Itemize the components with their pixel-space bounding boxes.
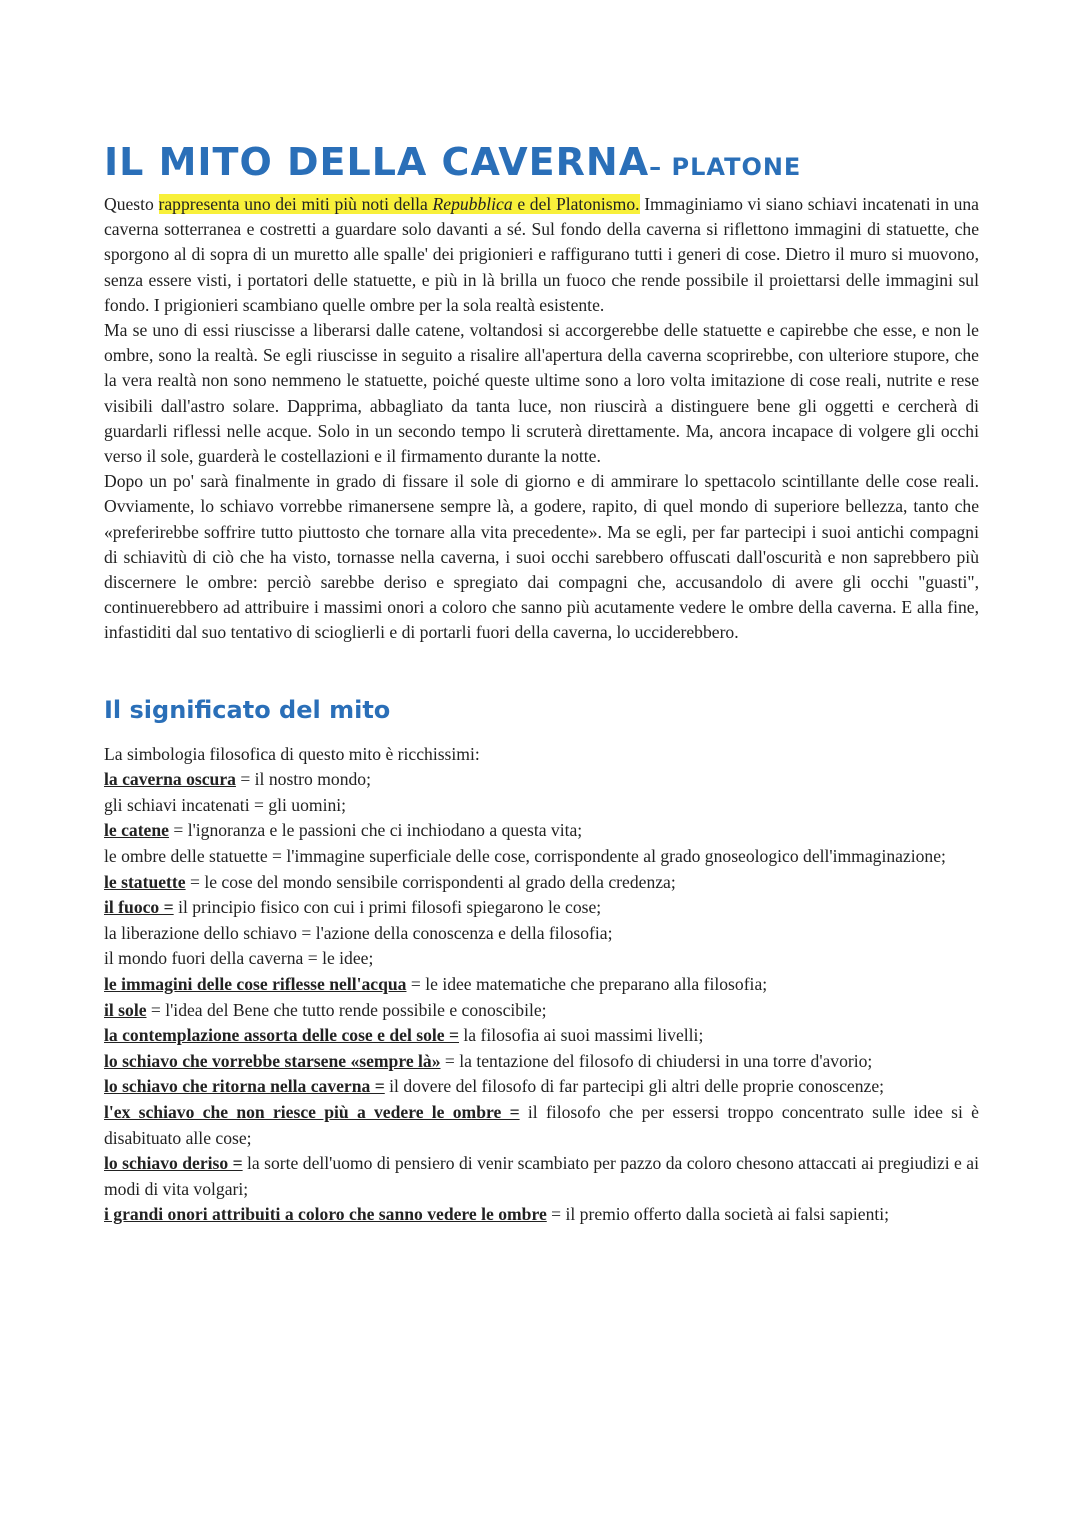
title-main: IL MITO DELLA CAVERNA <box>104 140 650 184</box>
intro-paragraph-2: Ma se uno di essi riuscisse a liberarsi dalle catene, voltandosi si accorgerebbe delle statuette e capirebbe che esse, e non le ombre, sono la realtà. Se egli riuscisse in seguito a risalire all'apertura della caverna scoprirebbe, con ulteriore stupore, che la vera realtà non sono nemmeno le statuette, poiché queste ultime sono a loro volta imitazione di cose reali, nutrite e rese visibili dall'astro solare. Dapprima, abbagliato da tanta luce, non riuscirà a distinguere bene gli oggetti e cercherà di guardarli riflessi nelle acque. Solo in un secondo tempo li scruterà direttamente. Ma, ancora incapace di volgere gli occhi verso il sole, guarderà le costellazioni e il firmamento durante la notte. <box>104 320 979 467</box>
symbol-item <box>104 793 979 819</box>
symbol-definition: le cose del mondo sensibile corrispondenti al grado della credenza; <box>204 871 676 892</box>
symbol-item <box>104 972 979 998</box>
symbol-definition: il filosofo che per essersi troppo concentrato sulle idee si è disabituato alle cose; <box>104 1101 979 1148</box>
symbol-separator: = <box>546 1204 566 1225</box>
symbol-term: le ombre delle statuette <box>104 846 268 867</box>
symbol-list <box>104 767 979 1228</box>
symbol-definition: l'immagine superficiale delle cose, corrispondente al grado gnoseologico dell'immaginazione; <box>286 846 946 867</box>
symbol-item <box>104 767 979 793</box>
symbol-item <box>104 921 979 947</box>
symbol-term: il sole <box>104 999 147 1020</box>
symbol-item <box>104 946 979 972</box>
symbol-definition: l'idea del Bene che tutto rende possibile e conoscibile; <box>165 999 547 1020</box>
symbol-separator: = <box>406 974 426 994</box>
symbol-separator: = <box>296 922 316 943</box>
symbol-term: l'ex schiavo che non riesce più a vedere le ombre = <box>104 1101 520 1122</box>
symbol-definition: la tentazione del filosofo di chiudersi in una torre d'avorio; <box>459 1050 873 1071</box>
symbol-separator: = <box>146 999 166 1020</box>
symbol-definition: l'ignoranza e le passioni che ci inchiodano a questa vita; <box>187 820 583 841</box>
title-sub: – PLATONE <box>649 153 802 181</box>
main-title <box>104 140 979 192</box>
symbol-separator: = <box>303 948 323 969</box>
symbol-term: la liberazione dello schiavo <box>104 922 297 943</box>
document-page <box>104 140 979 1228</box>
symbol-item <box>104 1151 979 1202</box>
symbol-definition: il principio fisico con cui i primi filosofi spiegarono le cose; <box>178 897 602 918</box>
symbol-item <box>104 1100 979 1151</box>
symbol-definition: il premio offerto dalla società ai falsi sapienti; <box>565 1204 890 1225</box>
symbol-term: la caverna oscura <box>104 769 236 790</box>
intro-paragraph-1 <box>104 192 979 318</box>
symbol-term: il mondo fuori della caverna <box>104 948 304 969</box>
symbol-term: gli schiavi incatenati <box>104 794 250 815</box>
section-heading: Il significato del mito <box>104 695 391 724</box>
symbol-term: il fuoco = <box>104 897 174 918</box>
symbol-definition: la sorte dell'uomo di pensiero di venir scambiato per pazzo da coloro chesono attaccati ai pregiudizi e ai modi di vita volgari; <box>104 1153 979 1199</box>
symbol-definition: il dovere del filosofo di far partecipi gli altri delle proprie conoscenze; <box>389 1076 885 1097</box>
symbol-term: i grandi onori attribuiti a coloro che sanno vedere le ombre <box>104 1204 547 1225</box>
symbol-item <box>104 844 979 870</box>
highlight-a: rappresenta uno dei miti più noti della <box>158 194 433 214</box>
symbol-separator: = <box>249 794 269 815</box>
symbol-separator: = <box>168 820 188 841</box>
highlighted-text <box>159 194 640 214</box>
symbol-item <box>104 1049 979 1075</box>
symbol-definition: l'azione della conoscenza e della filosofia; <box>315 922 613 943</box>
symbol-item <box>104 818 979 844</box>
symbol-separator: = <box>440 1050 460 1071</box>
symbol-term: lo schiavo che vorrebbe starsene «sempre là» <box>104 1050 441 1071</box>
symbol-separator <box>520 1102 528 1122</box>
intro-p1-start: Questo <box>104 194 159 214</box>
symbol-item <box>104 895 979 921</box>
symbol-separator: = <box>267 846 287 867</box>
highlight-b: e del Platonismo. <box>512 194 640 214</box>
symbol-term: lo schiavo deriso = <box>104 1153 243 1174</box>
symbol-term: lo schiavo che ritorna nella caverna = <box>104 1076 385 1097</box>
symbol-term: le immagini delle cose riflesse nell'acqua <box>104 974 407 994</box>
symbol-separator: = <box>185 871 205 892</box>
symbol-definition: il nostro mondo; <box>254 769 371 790</box>
symbol-term: le catene <box>104 820 169 841</box>
symbol-definition: la filosofia ai suoi massimi livelli; <box>463 1025 704 1046</box>
symbol-separator: = <box>235 769 255 790</box>
intro-p1-rest: Immaginiamo vi siano schiavi incatenati in una caverna sotterranea e costretti a guardare solo davanti a sé. Sul fondo della caverna si riflettono immagini di statuette, che sporgono al di sopra di un muretto alle spalle' dei prigionieri e raffigurano tutti i generi di cose. Dietro il muro si muovono, senza essere visti, i portatori delle statuette, e più in là brilla un fuoco che rende possibile il proiettarsi delle immagini sul fondo. I prigionieri scambiano quelle ombre per la sola realtà esistente. <box>104 194 979 315</box>
symbol-definition: le idee; <box>322 948 374 969</box>
symbol-definition: gli uomini; <box>268 794 347 815</box>
symbol-item <box>104 1023 979 1049</box>
symbol-item <box>104 1202 979 1228</box>
meaning-lead: La simbologia filosofica di questo mito è ricchissimi: <box>104 743 480 764</box>
symbol-term: le statuette <box>104 871 186 892</box>
symbol-item <box>104 998 979 1024</box>
highlight-italic: Repubblica <box>432 194 513 214</box>
intro-paragraph-3: Dopo un po' sarà finalmente in grado di fissare il sole di giorno e di ammirare lo spettacolo scintillante delle cose reali. Ovviamente, lo schiavo vorrebbe rimanersene sempre là, a godere, rapito, di quel mondo di superiore bellezza, tanto che «preferirebbe soffrire tutto piuttosto che tornare alla vita precedente». Ma se egli, per far partecipi i suoi antichi compagni di schiavitù di ciò che ha visto, tornasse nella caverna, i suoi occhi sarebbero offuscati dall'oscurità e non saprebbero più discernere le ombre: perciò sarebbe deriso e spregiato dai compagni che, accusandolo di avere gli occhi "guasti", continuerebbero ad attribuire i massimi onori a coloro che sanno più acutamente vedere le ombre della caverna. E alla fine, infastiditi dal suo tentativo di scioglierli e di portarli fuori della caverna, lo ucciderebbero. <box>104 471 979 643</box>
symbol-item <box>104 870 979 896</box>
symbol-item <box>104 1074 979 1100</box>
symbol-term: la contemplazione assorta delle cose e del sole = <box>104 1025 459 1046</box>
symbol-definition: le idee matematiche che preparano alla filosofia; <box>425 974 768 994</box>
